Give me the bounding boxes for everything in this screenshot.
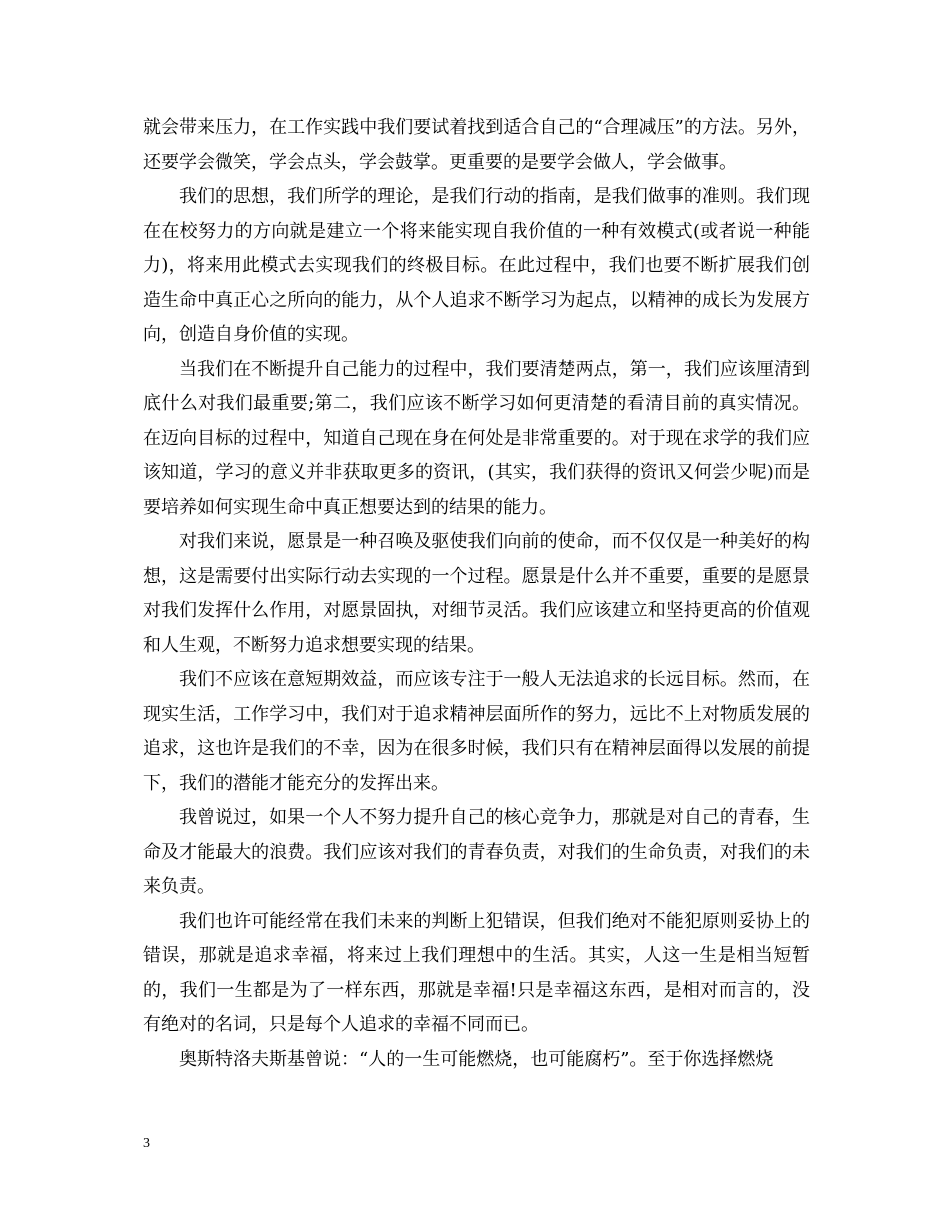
paragraph: 当我们在不断提升自己能力的过程中，我们要清楚两点，第一，我们应该厘清到底什么对我们最重要;第二，我们应该不断学习如何更清楚的看清目前的真实情况。在迈向目标的过程中，知道自己现在身在何处是非常重要的。对于现在求学的我们应该知道，学习的意义并非获取更多的资讯，(其实，我们获得的资讯又何尝少呢)而是要培养如何实现生命中真正想要达到的结果的能力。 (143, 358, 810, 518)
paragraph: 奥斯特洛夫斯基曾说：“人的一生可能燃烧，也可能腐朽”。至于你选择燃烧 (179, 1048, 774, 1070)
paragraph: 我曾说过，如果一个人不努力提升自己的核心竞争力，那就是对自己的青春，生命及才能最大的浪费。我们应该对我们的青春负责，对我们的生命负责，对我们的未来负责。 (143, 807, 810, 897)
paragraph: 我们不应该在意短期效益，而应该专注于一般人无法追求的长远目标。然而，在现实生活，工作学习中，我们对于追求精神层面所作的努力，远比不上对物质发展的追求，这也许是我们的不幸，因为在很多时候，我们只有在精神层面得以发展的前提下，我们的潜能才能充分的发挥出来。 (143, 669, 810, 794)
paragraph: 我们也许可能经常在我们未来的判断上犯错误，但我们绝对不能犯原则妥协上的错误，那就是追求幸福，将来过上我们理想中的生活。其实，人这一生是相当短暂的，我们一生都是为了一样东西，那就是幸福!只是幸福这东西，是相对而言的，没有绝对的名词，只是每个人追求的幸福不同而已。 (143, 910, 810, 1035)
document-body (143, 111, 810, 1077)
paragraph: 就会带来压力，在工作实践中我们要试着找到适合自己的“合理减压”的方法。另外，还要学会微笑，学会点头，学会鼓掌。更重要的是要学会做人，学会做事。 (143, 117, 810, 173)
page-number: 3 (143, 1136, 150, 1151)
paragraph: 我们的思想，我们所学的理论，是我们行动的指南，是我们做事的准则。我们现在在校努力的方向就是建立一个将来能实现自我价值的一种有效模式(或者说一种能力)，将来用此模式去实现我们的终极目标。在此过程中，我们也要不断扩展我们创造生命中真正心之所向的能力，从个人追求不断学习为起点，以精神的成长为发展方向，创造自身价值的实现。 (143, 186, 810, 345)
paragraph: 对我们来说，愿景是一种召唤及驱使我们向前的使命，而不仅仅是一种美好的构想，这是需要付出实际行动去实现的一个过程。愿景是什么并不重要，重要的是愿景对我们发挥什么作用，对愿景固执，对细节灵活。我们应该建立和坚持更高的价值观和人生观，不断努力追求想要实现的结果。 (143, 531, 810, 656)
